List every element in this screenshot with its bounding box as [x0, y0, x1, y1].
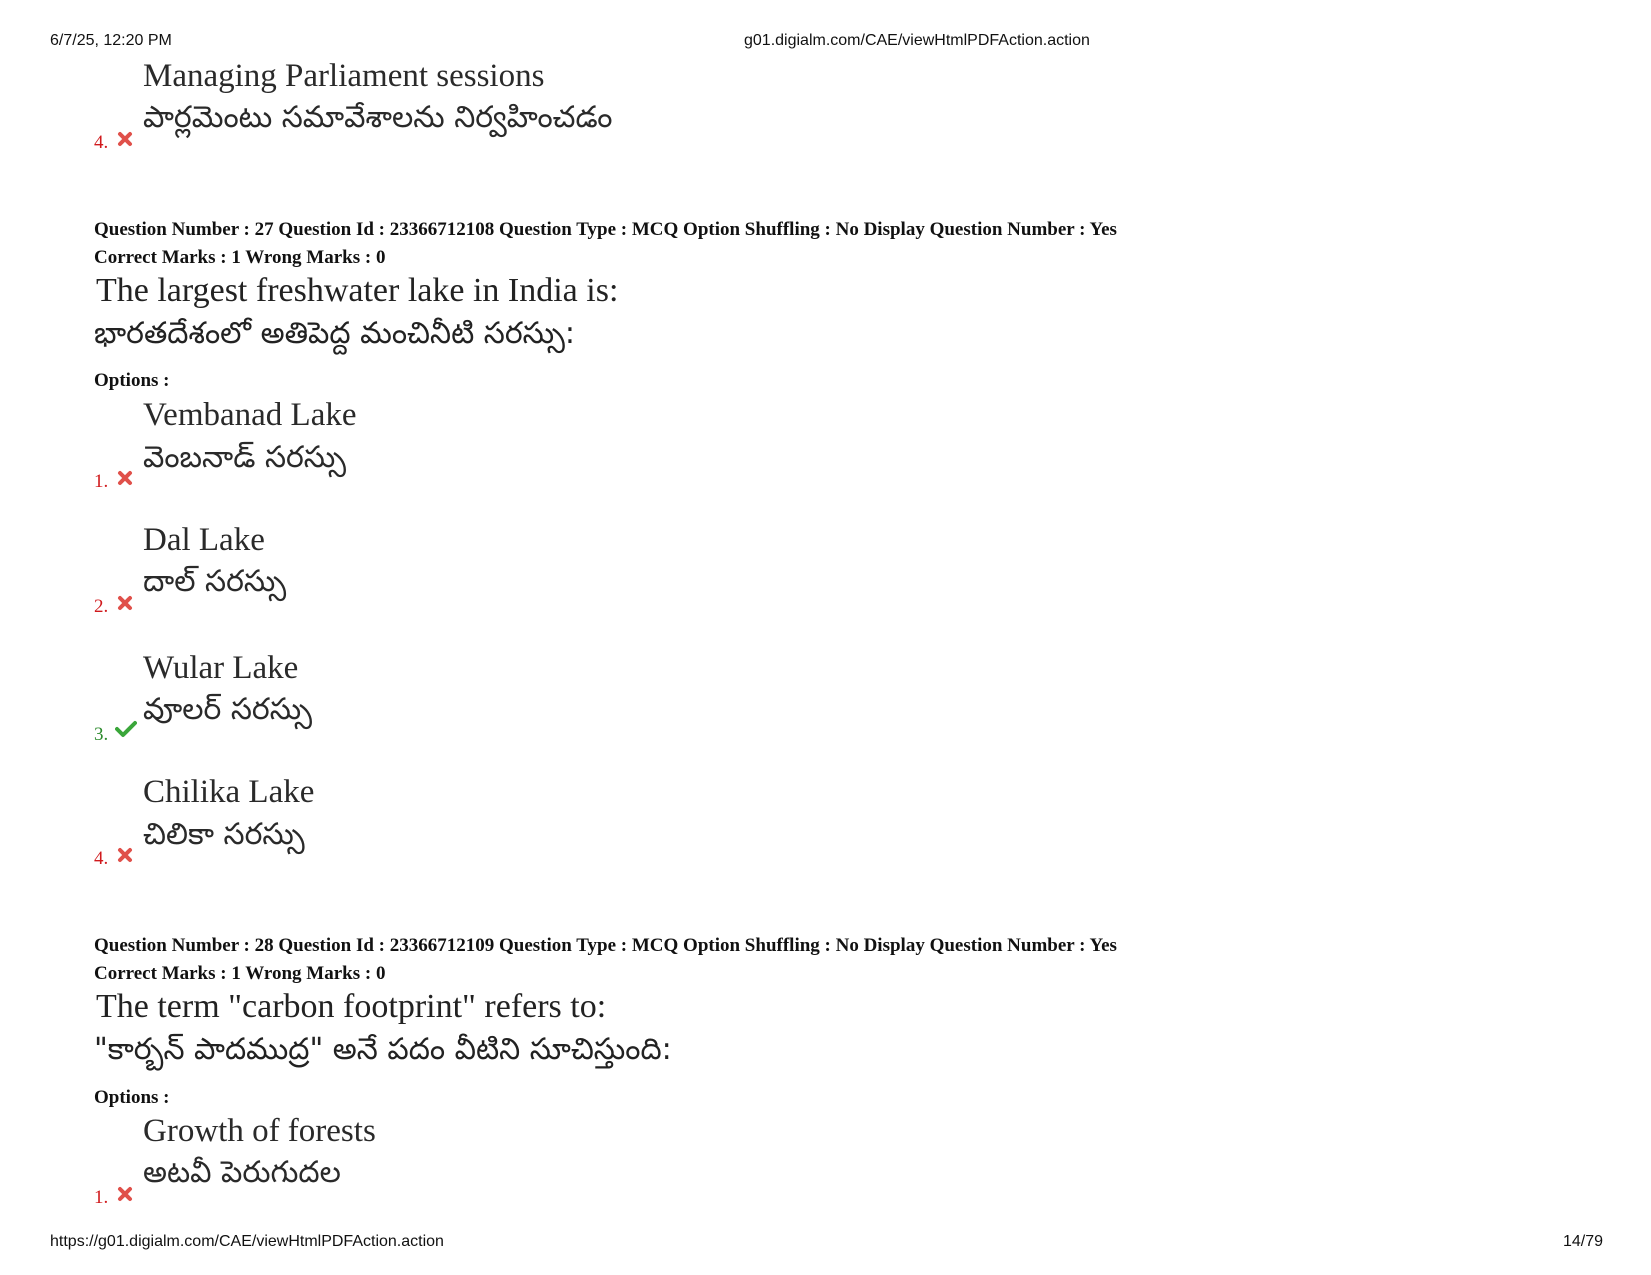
option-text-en: Dal Lake [143, 522, 265, 558]
print-footer-url: https://g01.digialm.com/CAE/viewHtmlPDFAction.action [50, 1233, 444, 1250]
question-marks: Correct Marks : 1 Wrong Marks : 0 [94, 963, 386, 984]
options-label: Options : [94, 370, 170, 391]
question-marks: Correct Marks : 1 Wrong Marks : 0 [94, 247, 386, 268]
option-text-te: వెంబనాడ్ సరస్సు [143, 440, 347, 475]
cross-icon [116, 130, 134, 148]
option-text-te: పార్లమెంటు సమావేశాలను నిర్వహించడం [143, 100, 613, 135]
question-text-te: భారతదేశంలో అతిపెద్ద మంచినీటి సరస్సు: [94, 316, 576, 351]
options-label: Options : [94, 1087, 170, 1108]
check-icon [115, 720, 137, 738]
option-text-te: చిలికా సరస్సు [143, 817, 305, 852]
option-text-te: అటవీ పెరుగుదల [143, 1155, 341, 1190]
option-number: 4. [94, 132, 109, 153]
option-number: 1. [94, 471, 109, 492]
print-page-number: 14/79 [1563, 1233, 1604, 1250]
question-meta: Question Number : 27 Question Id : 23366712108 Question Type : MCQ Option Shuffling : No Display Question Number : Yes [94, 219, 1117, 240]
option-number: 2. [94, 596, 109, 617]
option-text-en: Vembanad Lake [143, 397, 357, 433]
print-page-title: g01.digialm.com/CAE/viewHtmlPDFAction.action [744, 32, 1090, 49]
question-text-te: "కార్బన్ పాదముద్ర" అనే పదం వీటిని సూచిస్తుంది: [94, 1032, 672, 1067]
option-text-te: దాల్ సరస్సు [143, 564, 287, 599]
cross-icon [116, 846, 134, 864]
option-number: 1. [94, 1187, 109, 1208]
option-text-en: Growth of forests [143, 1113, 376, 1149]
option-text-en: Chilika Lake [143, 774, 315, 810]
question-meta: Question Number : 28 Question Id : 23366712109 Question Type : MCQ Option Shuffling : No Display Question Number : Yes [94, 935, 1117, 956]
cross-icon [116, 1185, 134, 1203]
option-number: 3. [94, 724, 109, 745]
option-text-en: Managing Parliament sessions [143, 58, 545, 94]
question-text-en: The largest freshwater lake in India is: [96, 272, 619, 309]
question-text-en: The term "carbon footprint" refers to: [96, 988, 607, 1025]
option-text-te: వూలర్ సరస్సు [143, 692, 313, 727]
cross-icon [116, 469, 134, 487]
print-datetime: 6/7/25, 12:20 PM [50, 32, 172, 49]
option-number: 4. [94, 848, 109, 869]
cross-icon [116, 594, 134, 612]
option-text-en: Wular Lake [143, 650, 299, 686]
